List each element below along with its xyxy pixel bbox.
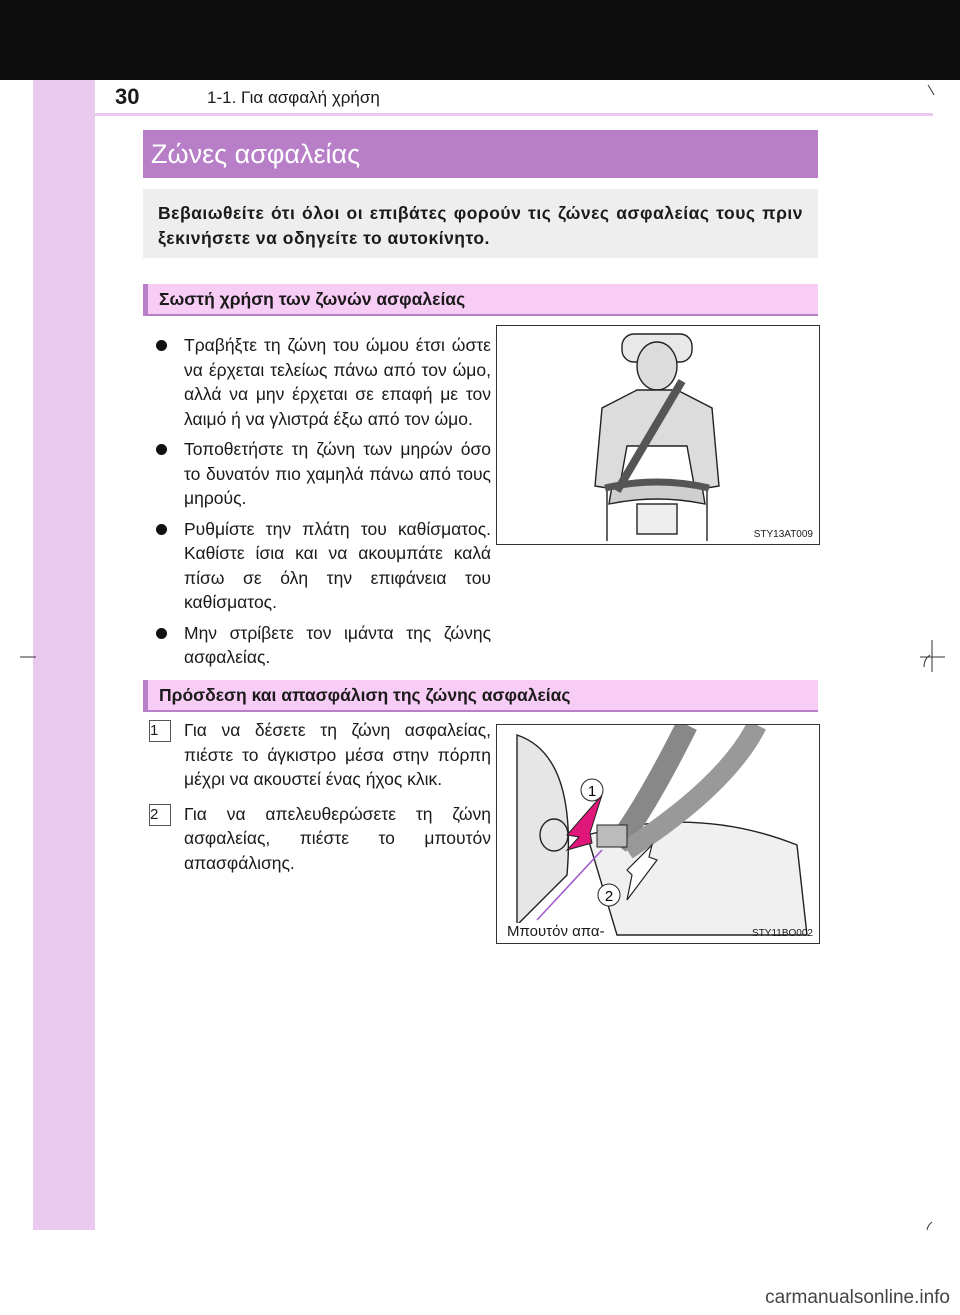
list-item: Ρυθμίστε την πλάτη του καθίσματος. Καθίστε ίσια και να ακουμπάτε καλά πίσω σε όλη την επιφάνεια του καθίσματος.: [156, 517, 491, 615]
figure-callout: Μπουτόν απα-: [507, 923, 605, 940]
step-number: 1: [149, 720, 171, 742]
chapter-title: 1-1. Για ασφαλή χρήση: [207, 88, 380, 107]
section-heading-text: Σωστή χρήση των ζωνών ασφαλείας: [159, 289, 466, 309]
page-number: 30: [115, 84, 140, 109]
step-text: Για να απελευθερώσετε τη ζώνη ασφαλείας, πιέστε το μπουτόν απασφάλισης.: [184, 803, 491, 873]
list-item: Τοποθετήστε τη ζώνη των μηρών όσο το δυνατόν πιο χαμηλά πάνω από τους μηρούς.: [156, 437, 491, 511]
figure-code: STY11BO002: [752, 928, 813, 939]
figure-marker: 1: [587, 783, 597, 800]
step-text: Για να δέσετε τη ζώνη ασφαλείας, πιέστε το άγκιστρο μέσα στην πόρπη μέχρι να ακουστεί ένας ήχος κλικ.: [184, 720, 491, 789]
list-item: Τραβήξτε τη ζώνη του ώμου έτσι ώστε να έρχεται τελείως πάνω από τον ώμο, αλλά να μην έρχεται σε επαφή με τον λαιμό ή να γλιστρά έξω από τον ώμο.: [156, 333, 491, 431]
list-item: Μην στρίβετε τον ιμάντα της ζώνης ασφαλείας.: [156, 621, 491, 670]
intro-text: Βεβαιωθείτε ότι όλοι οι επιβάτες φορούν τις ζώνες ασφαλείας τους πριν ξεκινήσετε να οδηγείτε το αυτοκίνητο.: [158, 203, 803, 248]
figure-marker: 2: [604, 888, 614, 905]
section-heading-text: Πρόσδεση και απασφάλιση της ζώνης ασφαλείας: [159, 685, 571, 705]
watermark: carmanualsonline.info: [765, 1287, 950, 1308]
figure-code: STY13AT009: [753, 529, 813, 540]
step-number: 2: [149, 804, 171, 826]
page-title: Ζώνες ασφαλείας: [151, 139, 361, 169]
